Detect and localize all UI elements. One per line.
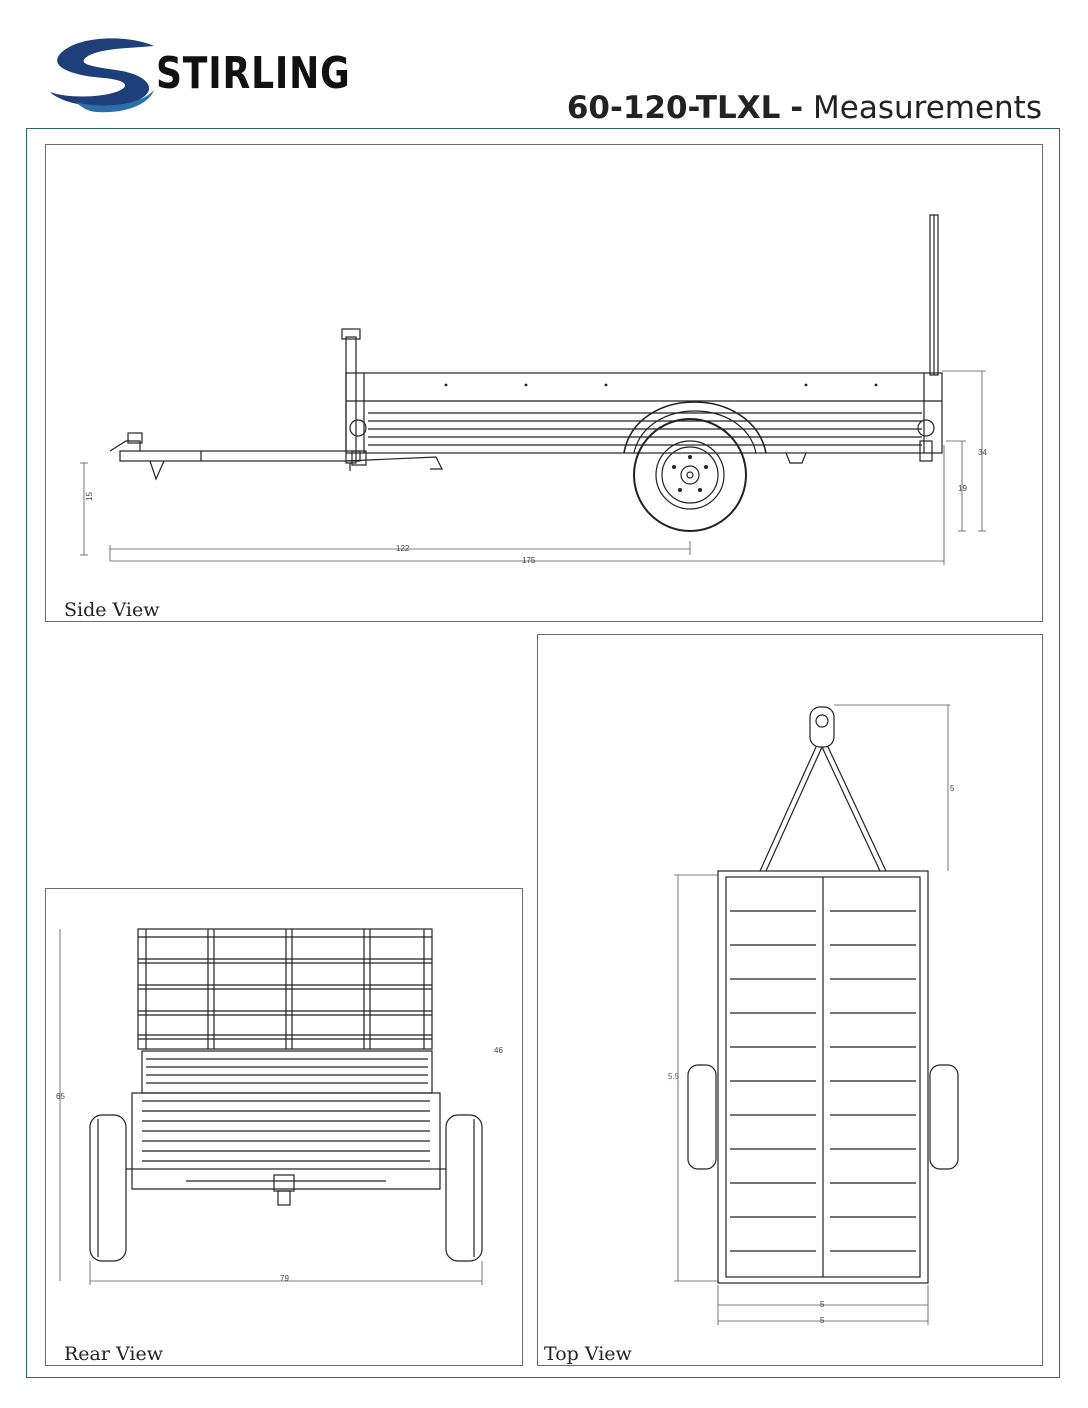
dim-overall-height: 34 (978, 448, 987, 457)
dim-gate-height: 46 (494, 1046, 503, 1055)
dim-rear-overall-width: 79 (280, 1274, 289, 1283)
dim-tongue-length: 5 (950, 784, 955, 793)
stirling-swoosh-icon (46, 36, 158, 116)
top-view-panel (537, 634, 1043, 1366)
dim-bed-width: 5 (820, 1300, 825, 1309)
brand-name: STIRLING (156, 48, 351, 99)
dim-overall-length: 175 (522, 556, 536, 565)
side-view-drawing (46, 145, 1044, 623)
dim-deck-height: 19 (958, 484, 967, 493)
rear-view-label: Rear View (64, 1343, 163, 1365)
dim-top-overall-width: 5 (820, 1316, 825, 1325)
top-view-drawing (538, 635, 1044, 1367)
model-number: 60-120-TLXL (566, 90, 781, 126)
dim-tongue-height: 15 (85, 492, 94, 501)
dim-rear-overall-height: 65 (56, 1092, 65, 1101)
title-separator: - (790, 90, 804, 126)
dim-hitch-to-axle: 122 (396, 544, 410, 553)
top-view-label: Top View (544, 1343, 632, 1365)
document-title (567, 90, 1042, 126)
stirling-logo (46, 36, 351, 116)
rear-view-panel (45, 888, 523, 1366)
side-view-panel (45, 144, 1043, 622)
side-view-label: Side View (64, 599, 160, 621)
dim-bed-length: 5.5 (668, 1072, 680, 1081)
rear-view-drawing (46, 889, 524, 1367)
title-subtitle: Measurements (813, 90, 1042, 126)
